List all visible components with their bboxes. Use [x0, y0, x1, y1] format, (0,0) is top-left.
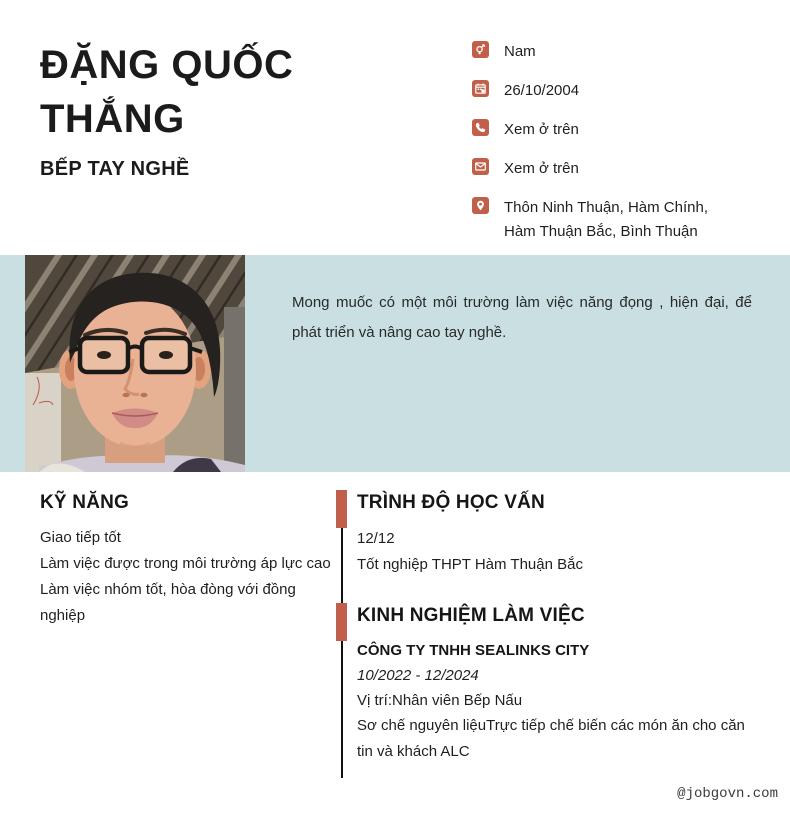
contact-row-phone: [472, 118, 752, 142]
experience-period: 10/2022 - 12/2024: [357, 667, 479, 684]
experience-accent-bar: [336, 603, 347, 641]
skills-heading: KỸ NĂNG: [40, 492, 130, 513]
person-name: ĐẶNG QUỐC THẮNG: [40, 43, 294, 141]
skill-item: Làm việc được trong môi trường áp lực cao: [40, 555, 331, 572]
contact-row-email: [472, 157, 752, 181]
education-heading: TRÌNH ĐỘ HỌC VẤN: [357, 492, 545, 513]
contact-birthday: 26/10/2004: [504, 82, 580, 99]
skill-item: Giao tiếp tốt: [40, 529, 121, 546]
email-icon: [472, 158, 489, 175]
location-icon: [472, 197, 489, 214]
experience-section: [336, 605, 770, 765]
skill-item: Làm việc nhóm tốt, hòa đòng với đồng nghiệp: [40, 581, 296, 624]
header: [40, 38, 430, 181]
experience-position: Vị trí:Nhân viên Bếp Nấu: [357, 692, 523, 709]
contact-list: [472, 40, 752, 259]
contact-row-address: [472, 196, 752, 244]
portrait-illustration: [25, 255, 245, 472]
contact-email: Xem ở trên: [504, 160, 579, 177]
contact-row-birthday: [472, 79, 752, 103]
experience-company: CÔNG TY TNHH SEALINKS CITY: [357, 642, 590, 659]
person-job-title: BẾP TAY NGHỀ: [40, 158, 190, 180]
skills-section: [40, 492, 340, 629]
right-column: [336, 492, 770, 765]
experience-heading: KINH NGHIỆM LÀM VIỆC: [357, 605, 585, 626]
profile-photo: [25, 255, 245, 472]
education-section: [336, 492, 770, 578]
gender-icon: [472, 41, 489, 58]
summary-band: [0, 255, 790, 472]
career-objective: Mong muốc có một môi trường làm việc năng đọng , hiện đại, để phát triển và nâng cao tay nghề.: [292, 294, 752, 341]
education-level: 12/12: [357, 530, 395, 547]
contact-address: Thôn Ninh Thuận, Hàm Chính, Hàm Thuận Bắc, Bình Thuận: [504, 199, 709, 240]
education-accent-bar: [336, 490, 347, 528]
calendar-icon: [472, 80, 489, 97]
contact-phone: Xem ở trên: [504, 121, 579, 138]
contact-gender: Nam: [504, 43, 536, 60]
watermark: @jobgovn.com: [677, 786, 778, 802]
experience-description: Sơ chế nguyên liệuTrực tiếp chế biến các món ăn cho căn tin và khách ALC: [357, 717, 745, 760]
education-detail: Tốt nghiệp THPT Hàm Thuận Bắc: [357, 556, 583, 573]
contact-row-gender: [472, 40, 752, 64]
phone-icon: [472, 119, 489, 136]
